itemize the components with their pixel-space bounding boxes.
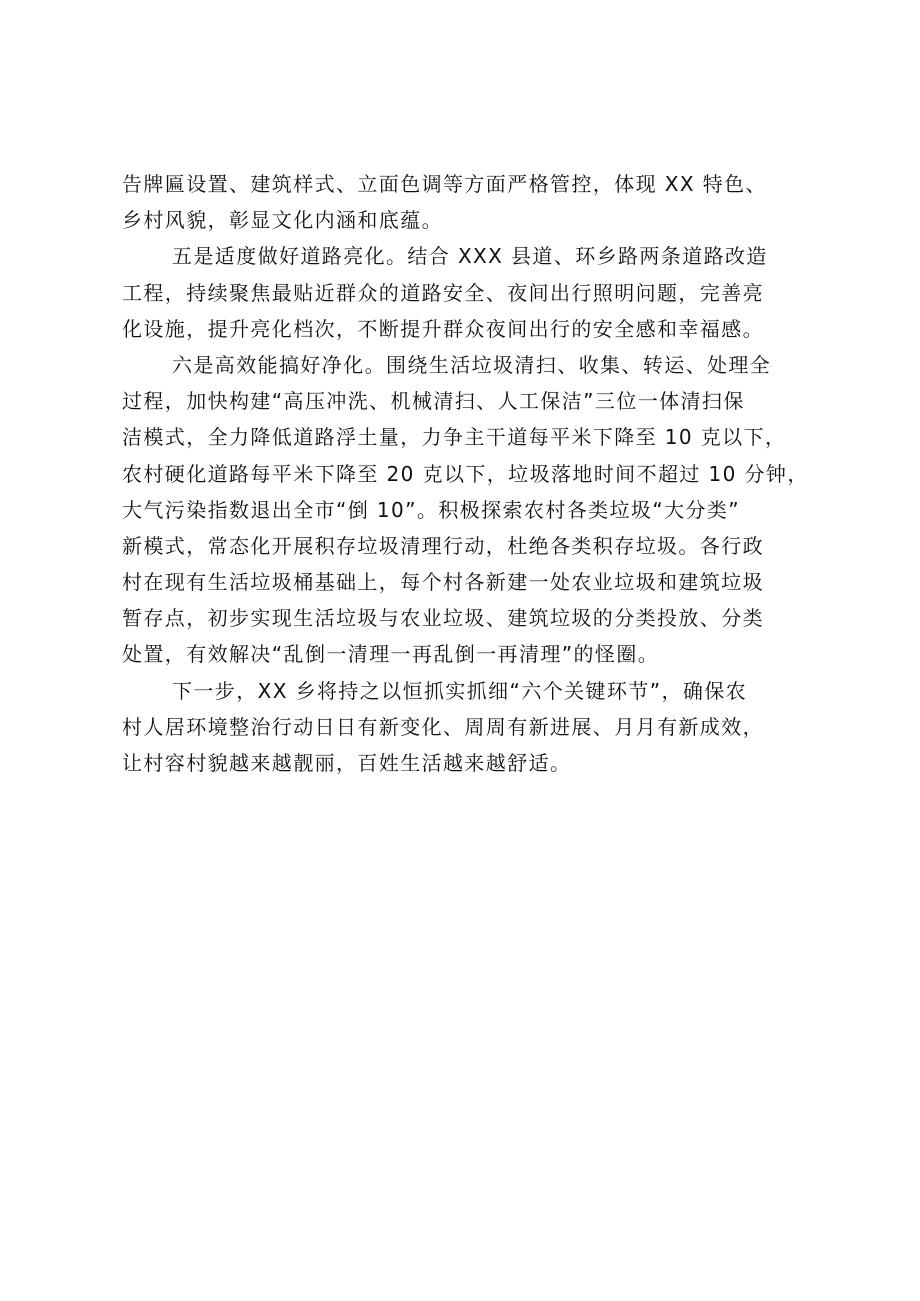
text-line: 村在现有生活垃圾桶基础上，每个村各新建一处农业垃圾和建筑垃圾 — [122, 570, 764, 595]
text-line: 让村容村貌越来越靓丽，百姓生活越来越舒适。 — [122, 751, 572, 775]
paragraph-road-lighting — [122, 238, 824, 347]
text-line: 乡村风貌，彰显文化内涵和底蕴。 — [122, 208, 443, 233]
text-line: 工程，持续聚焦最贴近群众的道路安全、夜间出行照明问题，完善亮 — [122, 280, 764, 305]
text-line: 暂存点，初步实现生活垃圾与农业垃圾、建筑垃圾的分类投放、分类 — [122, 606, 764, 631]
text-line: 过程，加快构建“高压冲洗、机械清扫、人工保洁”三位一体清扫保 — [122, 389, 745, 414]
paragraph-next-steps — [122, 673, 824, 782]
text-line: 化设施，提升亮化档次，不断提升群众夜间出行的安全感和幸福感。 — [122, 316, 764, 341]
text-line: 新模式，常态化开展积存垃圾清理行动，杜绝各类积存垃圾。各行政 — [122, 533, 764, 558]
text-line: 告牌匾设置、建筑样式、立面色调等方面严格管控，体现 XX 特色、 — [122, 172, 767, 196]
text-line: 五是适度做好道路亮化。结合 XXX 县道、环乡路两条道路改造 — [172, 244, 768, 269]
text-line: 下一步，XX 乡将持之以恒抓实抓细“六个关键环节”，确保农 — [172, 678, 748, 703]
text-line: 洁模式，全力降低道路浮土量，力争主干道每平米下降至 10 克以下， — [122, 425, 787, 450]
paragraph-purification — [122, 347, 824, 673]
text-line: 处置，有效解决“乱倒一清理一再乱倒一再清理”的怪圈。 — [122, 642, 660, 667]
document-body — [122, 166, 824, 781]
text-line: 农村硬化道路每平米下降至 20 克以下，垃圾落地时间不超过 10 分钟， — [122, 461, 809, 486]
text-line: 村人居环境整治行动日日有新变化、周周有新进展、月月有新成效， — [122, 714, 764, 739]
paragraph-continuation — [122, 166, 824, 238]
text-line: 六是高效能搞好净化。围绕生活垃圾清扫、收集、转运、处理全 — [172, 352, 772, 377]
text-line: 大气污染指数退出全市“倒 10”。积极探索农村各类垃圾“大分类” — [122, 497, 741, 522]
